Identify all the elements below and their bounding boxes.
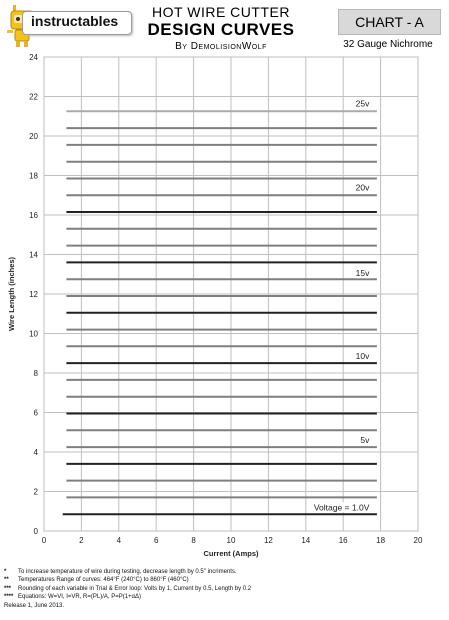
y-tick-label: 14 xyxy=(29,250,38,260)
series-label: 5v xyxy=(360,435,370,446)
series-label: Voltage = 1.0V xyxy=(313,502,370,513)
x-axis-label: Current (Amps) xyxy=(203,549,259,558)
x-tick-label: 10 xyxy=(226,536,236,545)
chart-badge: CHART - A xyxy=(338,9,441,35)
footnote xyxy=(4,576,444,584)
y-tick-label: 8 xyxy=(33,369,38,378)
x-tick-label: 12 xyxy=(263,536,273,545)
x-tick-label: 4 xyxy=(116,536,122,545)
y-tick-label: 10 xyxy=(29,329,38,339)
y-tick-label: 18 xyxy=(29,171,38,181)
footnote-mark: *** xyxy=(4,585,12,592)
footnote xyxy=(4,585,444,593)
release-note xyxy=(4,602,444,610)
y-tick-label: 20 xyxy=(29,132,38,141)
design-curves-chart xyxy=(0,50,449,565)
title-line1: HOT WIRE CUTTER xyxy=(152,4,290,20)
footnote-mark: ** xyxy=(4,577,9,584)
material-label: 32 Gauge Nichrome xyxy=(343,39,433,50)
y-tick-label: 12 xyxy=(29,290,38,299)
x-tick-label: 2 xyxy=(79,536,84,545)
y-tick-label: 0 xyxy=(33,527,38,536)
x-tick-label: 16 xyxy=(338,536,348,545)
footnote-text: Equations: W=VI, I=VR, R=(PL)/A, P=P(1+αΔ) xyxy=(18,594,142,601)
y-tick-label: 24 xyxy=(29,53,38,62)
footnotes xyxy=(4,568,444,610)
y-axis-label: Wire Length (inches) xyxy=(7,256,16,332)
footnote-mark: * xyxy=(4,569,7,575)
y-tick-label: 6 xyxy=(33,408,38,418)
series-label: 10v xyxy=(355,351,370,362)
series-label: 25v xyxy=(355,98,370,109)
y-tick-label: 22 xyxy=(29,92,38,102)
title-block xyxy=(128,4,314,54)
release-text: Release 1, June 2013. xyxy=(4,602,65,609)
x-tick-label: 20 xyxy=(413,536,423,545)
logo-badge xyxy=(22,11,132,35)
x-tick-label: 18 xyxy=(376,536,386,545)
x-tick-label: 6 xyxy=(153,536,159,545)
footnote xyxy=(4,568,444,576)
x-tick-label: 8 xyxy=(191,536,196,545)
instructables-logo[interactable] xyxy=(4,3,132,49)
title-line2: DESIGN CURVES xyxy=(147,20,295,39)
y-tick-label: 2 xyxy=(33,487,38,497)
x-tick-label: 14 xyxy=(301,536,311,545)
y-tick-label: 4 xyxy=(33,448,38,457)
footnote xyxy=(4,593,444,601)
series-label: 20v xyxy=(355,182,370,193)
y-tick-label: 16 xyxy=(29,211,38,220)
series-label: 15v xyxy=(355,268,370,279)
byline: By DemolisionWolf xyxy=(175,41,267,52)
footnote-text: Temperatures Range of curves: 464°F (240°C) to 860°F (460°C) xyxy=(18,577,189,584)
footnote-text: Rounding of each variable in Trial & Error loop: Volts by 1, Current by 0.5, Length by 0.2 xyxy=(18,585,252,592)
footnote-text: To increase temperature of wire during testing, decrease length by 0.5" incriments. xyxy=(18,569,237,575)
footnote-mark: **** xyxy=(4,594,14,601)
x-tick-label: 0 xyxy=(41,536,47,545)
logo-text: instructables xyxy=(31,13,119,29)
